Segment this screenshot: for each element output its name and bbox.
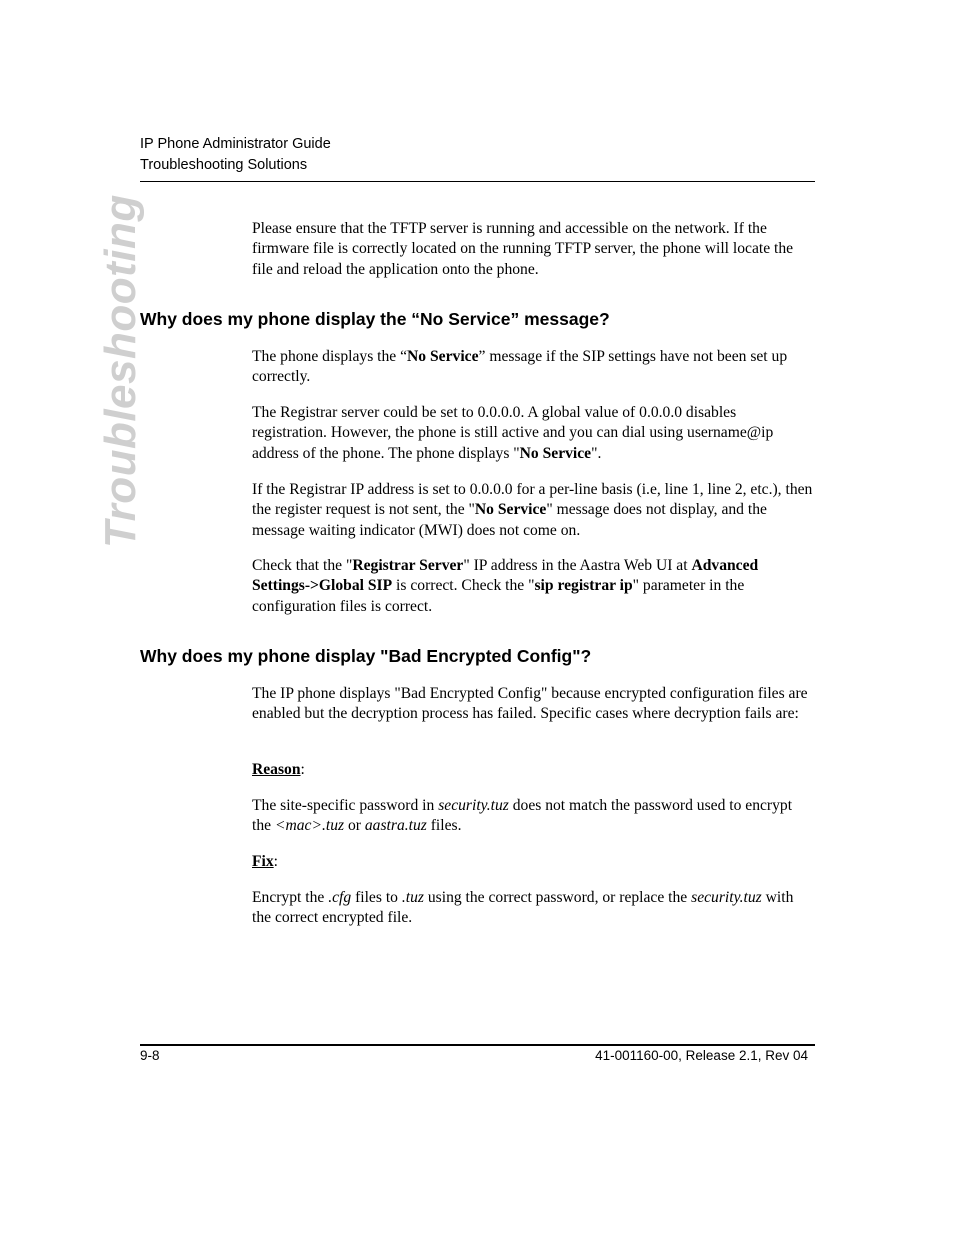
section-heading-no-service: Why does my phone display the “No Service” message? [140,309,610,329]
reason-label-line: Reason: [252,761,305,778]
bad-config-paragraph: The IP phone displays "Bad Encrypted Config" because encrypted configuration files are enabled but the decryption process has failed. Specific cases where decryption fails are: [252,685,808,723]
header-rule [140,181,815,182]
footer-document-number: 41-001160-00, Release 2.1, Rev 04 [595,1048,808,1063]
fix-paragraph: Encrypt the .cfg files to .tuz using the correct password, or replace the security.tuz with the correct encrypted file. [252,889,794,927]
no-service-paragraph-3: If the Registrar IP address is set to 0.0.0.0 for a per-line basis (i.e, line 1, line 2, etc.), then the register request is not sent, the "No Service" message does not display, and the message waiting indicator (MWI) does not come on. [252,481,813,539]
no-service-paragraph-2: The Registrar server could be set to 0.0.0.0. A global value of 0.0.0.0 disables registration. However, the phone is still active and you can dial using username@ip address of the phone. The phone displays "No Service". [252,404,774,462]
side-tab-label: Troubleshooting [96,194,145,548]
fix-label-line: Fix: [252,853,278,870]
intro-paragraph: Please ensure that the TFTP server is running and accessible on the network. If the firmware file is correctly located on the running TFTP server, the phone will locate the file and reload the application onto the phone. [252,220,794,278]
footer-rule [140,1044,815,1046]
header-chapter-title: Troubleshooting Solutions [140,157,308,173]
fix-label: Fix [252,853,274,870]
header-guide-title: IP Phone Administrator Guide [140,136,331,152]
reason-label: Reason [252,761,301,778]
no-service-paragraph-4: Check that the "Registrar Server" IP address in the Aastra Web UI at Advanced Settings->Global SIP is correct. Check the "sip registrar ip" parameter in the configuration files is correct. [252,557,759,615]
section-heading-bad-encrypted-config: Why does my phone display "Bad Encrypted Config"? [140,646,592,666]
no-service-paragraph-1: The phone displays the “No Service” message if the SIP settings have not been set up correctly. [252,348,788,386]
reason-paragraph: The site-specific password in security.tuz does not match the password used to encrypt the <mac>.tuz or aastra.tuz files. [252,797,793,835]
footer-page-number: 9-8 [140,1048,160,1063]
